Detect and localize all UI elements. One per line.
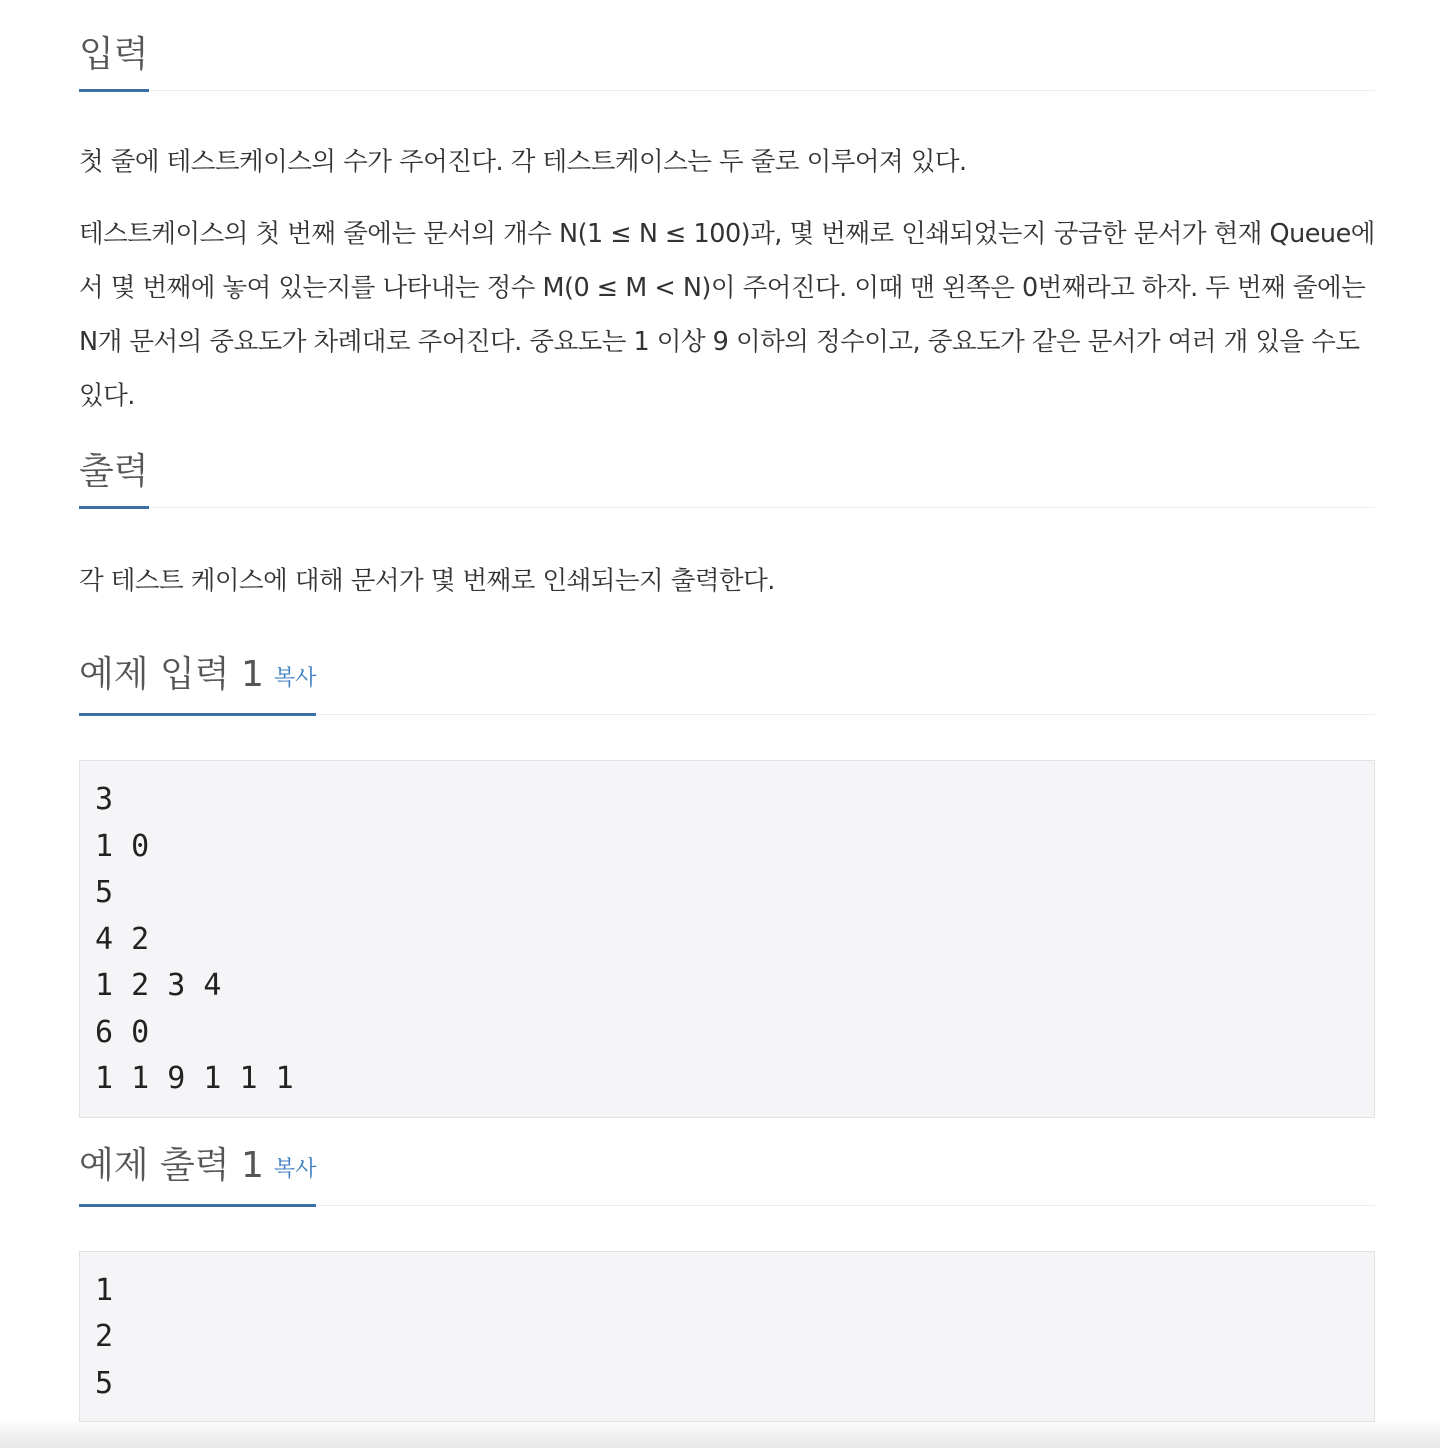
output-description: [79, 554, 1375, 608]
sample-output-copy-button[interactable]: 복사: [273, 1156, 317, 1182]
sample-output-box[interactable]: 1 2 5: [79, 1251, 1375, 1423]
input-paragraph-1: 첫 줄에 테스트케이스의 수가 주어진다. 각 테스트케이스는 두 줄로 이루어져 있다.: [79, 147, 967, 177]
input-paragraph-2: 테스트케이스의 첫 번째 줄에는 문서의 개수 N(1 ≤ N ≤ 100)과, 몇 번째로 인쇄되었는지 궁금한 문서가 현재 Queue에서 몇 번째에 놓여 있는지를 나타내는 정수 M(0 ≤ M < N)이 주어진다. 이때 맨 왼쪽은 0번째라고 하자. 두 번째 줄에는 N개 문서의 중요도가 차례대로 주어진다. 중요도는 1 이상 9 이하의 정수이고, 중요도가 같은 문서가 여러 개 있을 수도 있다.: [79, 219, 1375, 411]
sample-input-title-text: 예제 입력 1: [79, 654, 264, 695]
sample-output-title: [79, 1146, 316, 1207]
sample-input-title: [79, 655, 316, 716]
output-section-header: [79, 423, 1375, 508]
input-description: [79, 135, 1375, 423]
problem-content: [79, 0, 1375, 1422]
bottom-shadow: [0, 1418, 1440, 1448]
sample-output-title-text: 예제 출력 1: [79, 1144, 264, 1186]
sample-input-header: [79, 608, 1375, 715]
input-section-header: [79, 0, 1375, 91]
sample-output-header: [79, 1118, 1375, 1206]
output-section-title: 출력: [79, 452, 149, 509]
sample-input-copy-button[interactable]: 복사: [273, 666, 317, 691]
input-section-title: 입력: [79, 35, 149, 92]
output-paragraph: 각 테스트 케이스에 대해 문서가 몇 번째로 인쇄되는지 출력한다.: [79, 566, 775, 596]
sample-input-box[interactable]: 3 1 0 5 4 2 1 2 3 4 6 0 1 1 9 1 1 1: [79, 760, 1375, 1118]
